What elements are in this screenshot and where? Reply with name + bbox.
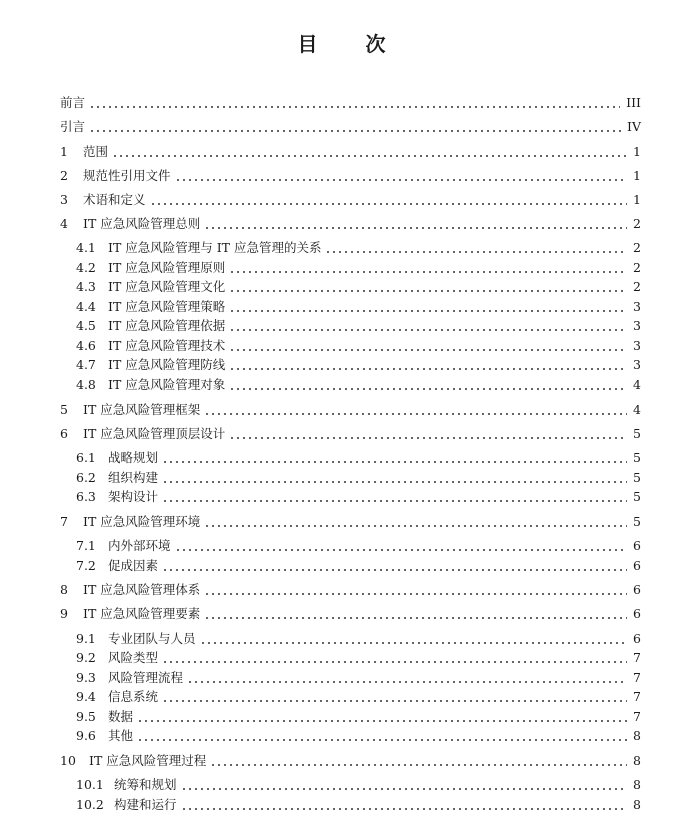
toc-entry-label: IT 应急风险管理策略 [108,299,226,314]
toc-entry [0,668,683,688]
dot-leader [229,297,627,317]
toc-entry-number: 6.3 [76,489,96,504]
toc-entry-label: IT 应急风险管理顶层设计 [83,426,226,441]
toc-entry-page: 5 [633,470,641,485]
toc-entry [0,604,683,624]
dot-leader [162,648,627,668]
dot-leader [137,707,627,727]
toc-entry-page: 8 [633,797,641,812]
toc-entry-page: 7 [633,689,641,704]
toc-entry-label: 术语和定义 [83,192,146,207]
toc-entry [0,687,683,707]
toc-entry-page: 4 [633,402,641,417]
toc-entry-number: 1 [60,144,68,159]
toc-entry-page: 6 [633,631,641,646]
toc-entry [0,707,683,727]
toc-entry-label: 专业团队与人员 [108,631,196,646]
toc-entry-label: IT 应急风险管理原则 [108,260,226,275]
dot-leader [204,400,627,420]
dot-leader [162,487,627,507]
dot-leader [229,355,627,375]
toc-entry-page: 7 [633,670,641,685]
toc-entry-label: 范围 [83,144,109,159]
toc-entry-label: IT 应急风险管理技术 [108,338,226,353]
toc-entry-page: 6 [633,582,641,597]
toc-entry [0,424,683,444]
dot-leader [229,424,627,444]
toc-entry-label: 引言 [60,119,86,134]
toc-entry [0,448,683,468]
dot-leader [162,687,627,707]
dot-leader [204,580,627,600]
dot-leader [229,375,627,395]
toc-entry [0,648,683,668]
dot-leader [89,93,620,113]
toc-entry-label: 统筹和规划 [114,777,177,792]
toc-entry-number: 5 [60,402,68,417]
toc-entry-page: 5 [633,489,641,504]
toc-entry-number: 2 [60,168,68,183]
toc-entry-page: 2 [633,216,641,231]
toc-entry-page: 5 [633,450,641,465]
toc-entry-number: 4.4 [76,299,96,314]
toc-entry-label: 其他 [108,728,134,743]
toc-entry-label: 规范性引用文件 [83,168,171,183]
dot-leader [210,751,627,771]
toc-entry [0,556,683,576]
toc-entry-number: 9.2 [76,650,96,665]
toc-entry-page: 3 [633,357,641,372]
toc-entry-number: 9.6 [76,728,96,743]
toc-entry-label: 数据 [108,709,134,724]
toc-entry-page: III [626,95,641,110]
toc-entry-label: 风险管理流程 [108,670,184,685]
toc-entry-page: 3 [633,318,641,333]
toc-entry [0,355,683,375]
toc-entry [0,277,683,297]
dot-leader [162,448,627,468]
toc-entry [0,297,683,317]
toc-entry-page: 8 [633,753,641,768]
toc-entry [0,468,683,488]
toc-entry-number: 4.8 [76,377,96,392]
toc-entry-page: 6 [633,538,641,553]
toc-entry [0,400,683,420]
toc-entry-page: 5 [633,514,641,529]
toc-entry-label: 组织构建 [108,470,159,485]
toc-entry-label: IT 应急风险管理与 IT 应急管理的关系 [108,240,322,255]
toc-entry-number: 6.1 [76,450,96,465]
toc-entry-number: 9.3 [76,670,96,685]
toc-entry-label: 构建和运行 [114,797,177,812]
page-title: 目 次 [297,32,400,56]
toc-entry-number: 6.2 [76,470,96,485]
toc-entry-label: IT 应急风险管理框架 [83,402,201,417]
toc-entry-label: IT 应急风险管理体系 [83,582,201,597]
toc-entry [0,536,683,556]
toc-entry-number: 10.2 [76,797,104,812]
toc-entry [0,214,683,234]
toc-entry-number: 4.7 [76,357,96,372]
toc-entry [0,775,683,795]
dot-leader [112,142,627,162]
toc-entry [0,238,683,258]
dot-leader [175,166,628,186]
toc-entry-number: 4.3 [76,279,96,294]
dot-leader [204,512,627,532]
toc-entry [0,795,683,815]
toc-entry-page: 2 [633,279,641,294]
dot-leader [187,668,627,688]
toc-entry-number: 9.5 [76,709,96,724]
toc-entry-label: 架构设计 [108,489,159,504]
toc-entry-label: 内外部环境 [108,538,171,553]
dot-leader [162,468,627,488]
toc-entry-number: 8 [60,582,68,597]
toc-entry-page: 4 [633,377,641,392]
toc-entry-number: 4.5 [76,318,96,333]
toc-entry-page: 1 [633,168,641,183]
dot-leader [162,556,627,576]
dot-leader [325,238,627,258]
toc-entry-page: 8 [633,777,641,792]
toc-entry-label: IT 应急风险管理要素 [83,606,201,621]
toc-entry-number: 10 [60,753,76,768]
toc-entry-page: 1 [633,192,641,207]
toc-entry [0,258,683,278]
toc-entry [0,117,683,137]
toc-entry-number: 4.6 [76,338,96,353]
toc-entry-label: IT 应急风险管理依据 [108,318,226,333]
toc-entry [0,336,683,356]
toc-entry-number: 7.2 [76,558,96,573]
toc-entry [0,375,683,395]
toc-entry-number: 6 [60,426,68,441]
dot-leader [150,190,628,210]
toc-entry-label: IT 应急风险管理对象 [108,377,226,392]
dot-leader [204,604,627,624]
toc-entry [0,93,683,113]
toc-entry-number: 4.2 [76,260,96,275]
dot-leader [229,277,627,297]
toc-entry-page: 6 [633,558,641,573]
toc-entry [0,190,683,210]
toc-entry-label: IT 应急风险管理过程 [89,753,207,768]
dot-leader [204,214,627,234]
toc-entry [0,166,683,186]
toc-entry-page: 7 [633,650,641,665]
dot-leader [229,258,627,278]
dot-leader [181,775,628,795]
toc-entry [0,487,683,507]
dot-leader [89,117,621,137]
toc-entry-page: 2 [633,260,641,275]
toc-entry [0,629,683,649]
toc-entry-number: 7.1 [76,538,96,553]
toc-entry-page: 1 [633,144,641,159]
toc-entry-number: 3 [60,192,68,207]
toc-entry-number: 4 [60,216,68,231]
toc-entry-number: 7 [60,514,68,529]
toc-entry-number: 4.1 [76,240,96,255]
toc-entry-label: 前言 [60,95,86,110]
toc-entry [0,726,683,746]
toc-entry-label: IT 应急风险管理防线 [108,357,226,372]
toc-entry-label: 信息系统 [108,689,159,704]
toc-entry [0,316,683,336]
toc-entry-label: 风险类型 [108,650,159,665]
toc-entry-label: IT 应急风险管理总则 [83,216,201,231]
dot-leader [229,316,627,336]
toc-entry-page: 8 [633,728,641,743]
toc-entry [0,580,683,600]
dot-leader [181,795,628,815]
toc-entry-page: 7 [633,709,641,724]
toc-entry [0,142,683,162]
toc-entry-page: 2 [633,240,641,255]
toc-entry-page: 6 [633,606,641,621]
toc-entry-page: 3 [633,299,641,314]
toc-entry-number: 9 [60,606,68,621]
toc-entry [0,512,683,532]
toc-entry-label: IT 应急风险管理环境 [83,514,201,529]
toc-entry-page: IV [627,119,641,134]
dot-leader [229,336,627,356]
toc-entry-label: 促成因素 [108,558,159,573]
dot-leader [137,726,627,746]
toc-entry-number: 9.4 [76,689,96,704]
toc-entry [0,751,683,771]
toc-entry-label: IT 应急风险管理文化 [108,279,226,294]
toc-entry-number: 9.1 [76,631,96,646]
dot-leader [175,536,628,556]
dot-leader [200,629,628,649]
toc-entry-label: 战略规划 [108,450,159,465]
toc-entry-number: 10.1 [76,777,104,792]
toc-entry-page: 5 [633,426,641,441]
toc-entry-page: 3 [633,338,641,353]
